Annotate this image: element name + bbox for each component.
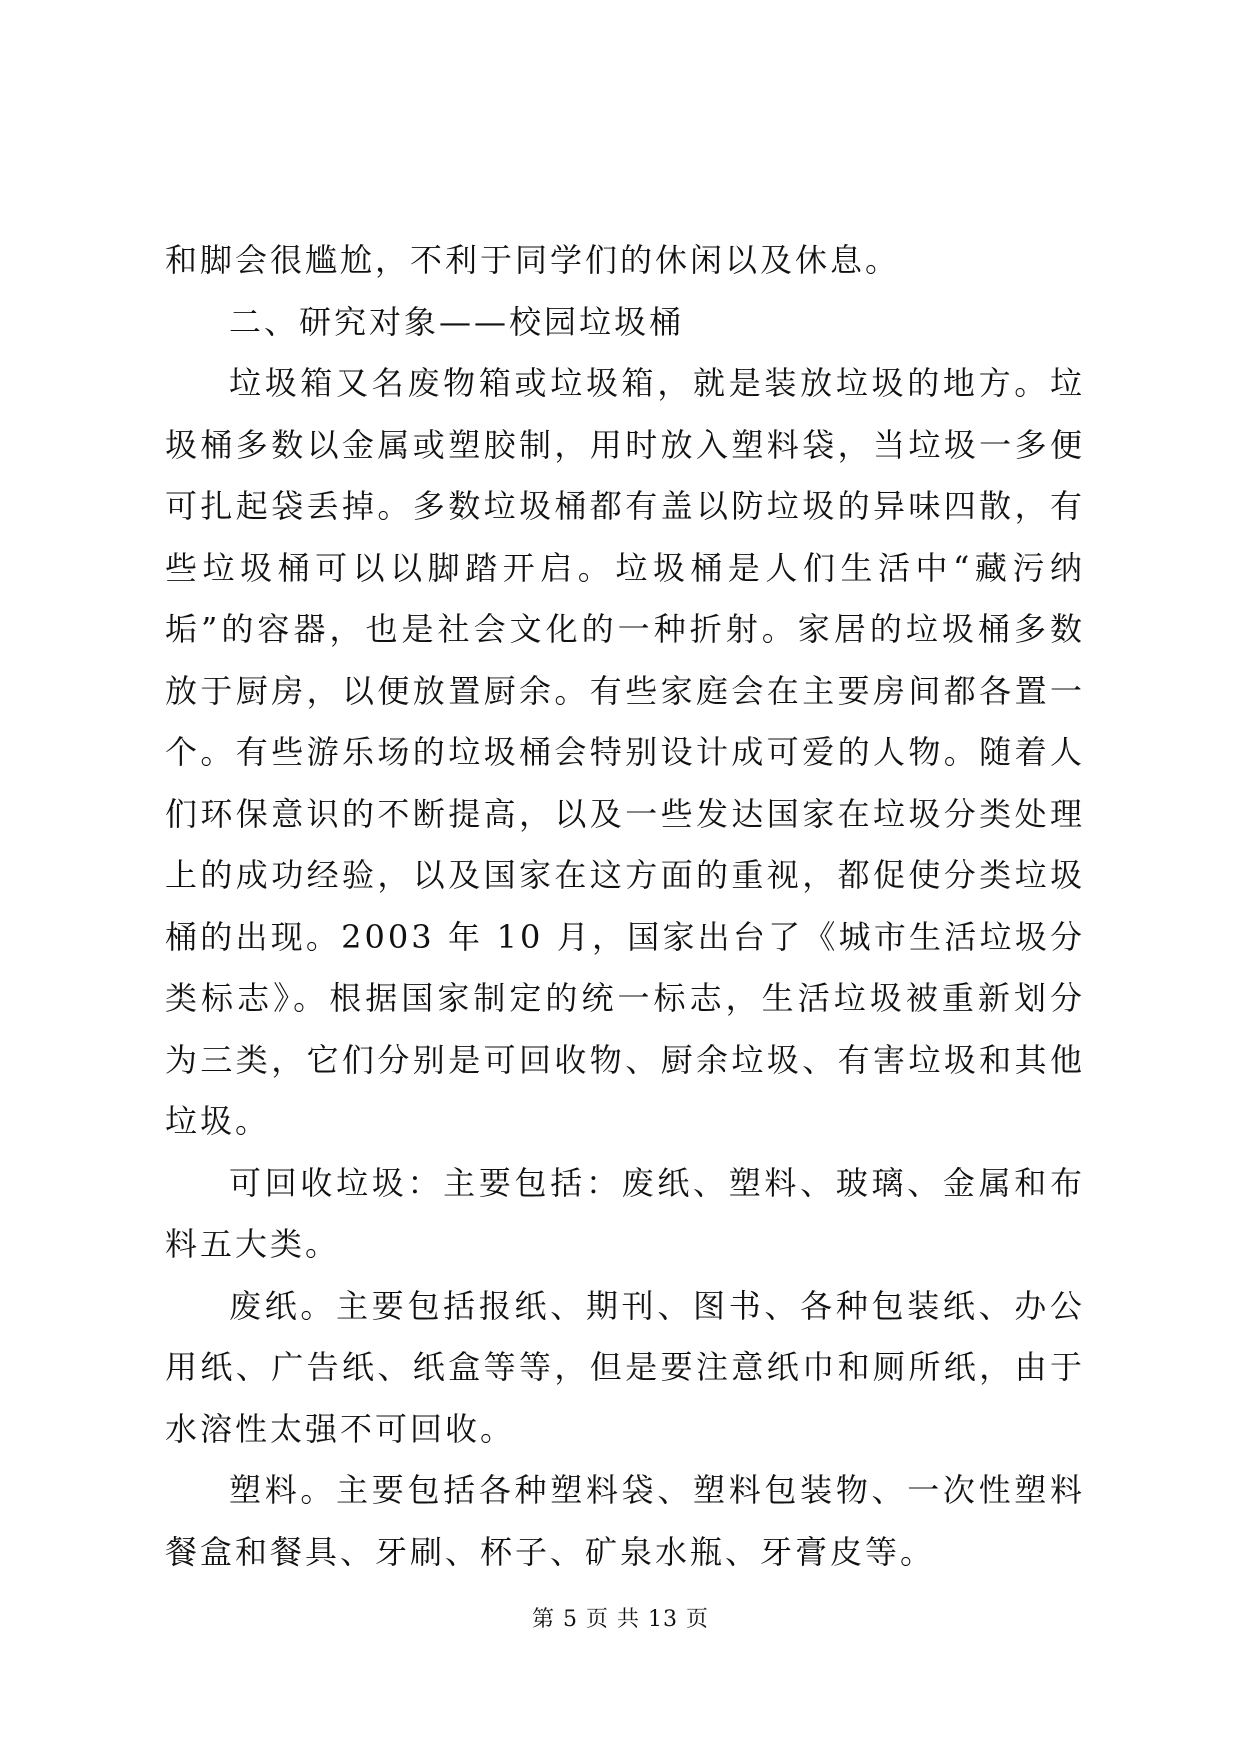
paragraph-paper: 废纸。主要包括报纸、期刊、图书、各种包装纸、办公用纸、广告纸、纸盒等等，但是要注意纸巾和厕所纸，由于水溶性太强不可回收。 (165, 1286, 1085, 1448)
paragraph-plastic: 塑料。主要包括各种塑料袋、塑料包装物、一次性塑料餐盒和餐具、牙刷、杯子、矿泉水瓶、牙膏皮等。 (165, 1471, 1085, 1571)
page-footer: 第 5 页 共 13 页 (532, 1607, 709, 1632)
paragraph-recyclable: 可回收垃圾：主要包括：废纸、塑料、玻璃、金属和布料五大类。 (165, 1163, 1085, 1263)
paragraph-continuation: 和脚会很尴尬，不利于同学们的休闲以及休息。 (165, 241, 901, 279)
paragraph-trash-bin-intro: 垃圾箱又名废物箱或垃圾箱，就是装放垃圾的地方。垃圾桶多数以金属或塑胶制，用时放入塑料袋，当垃圾一多便可扎起袋丢掉。多数垃圾桶都有盖以防垃圾的异味四散，有些垃圾桶可以以脚踏开启。垃圾桶是人们生活中“藏污纳垢”的容器，也是社会文化的一种折射。家居的垃圾桶多数放于厨房，以便放置厨余。有些家庭会在主要房间都各置一个。有些游乐场的垃圾桶会特别设计成可爱的人物。随着人们环保意识的不断提高，以及一些发达国家在垃圾分类处理上的成功经验，以及国家在这方面的重视，都促使分类垃圾桶的出现。2003 年 10 月，国家出台了《城市生活垃圾分类标志》。根据国家制定的统一标志，生活垃圾被重新划分为三类，它们分别是可回收物、厨余垃圾、有害垃圾和其他垃圾。 (165, 364, 1085, 1140)
document-body (165, 230, 1085, 1583)
section-heading: 二、研究对象——校园垃圾桶 (229, 302, 685, 341)
